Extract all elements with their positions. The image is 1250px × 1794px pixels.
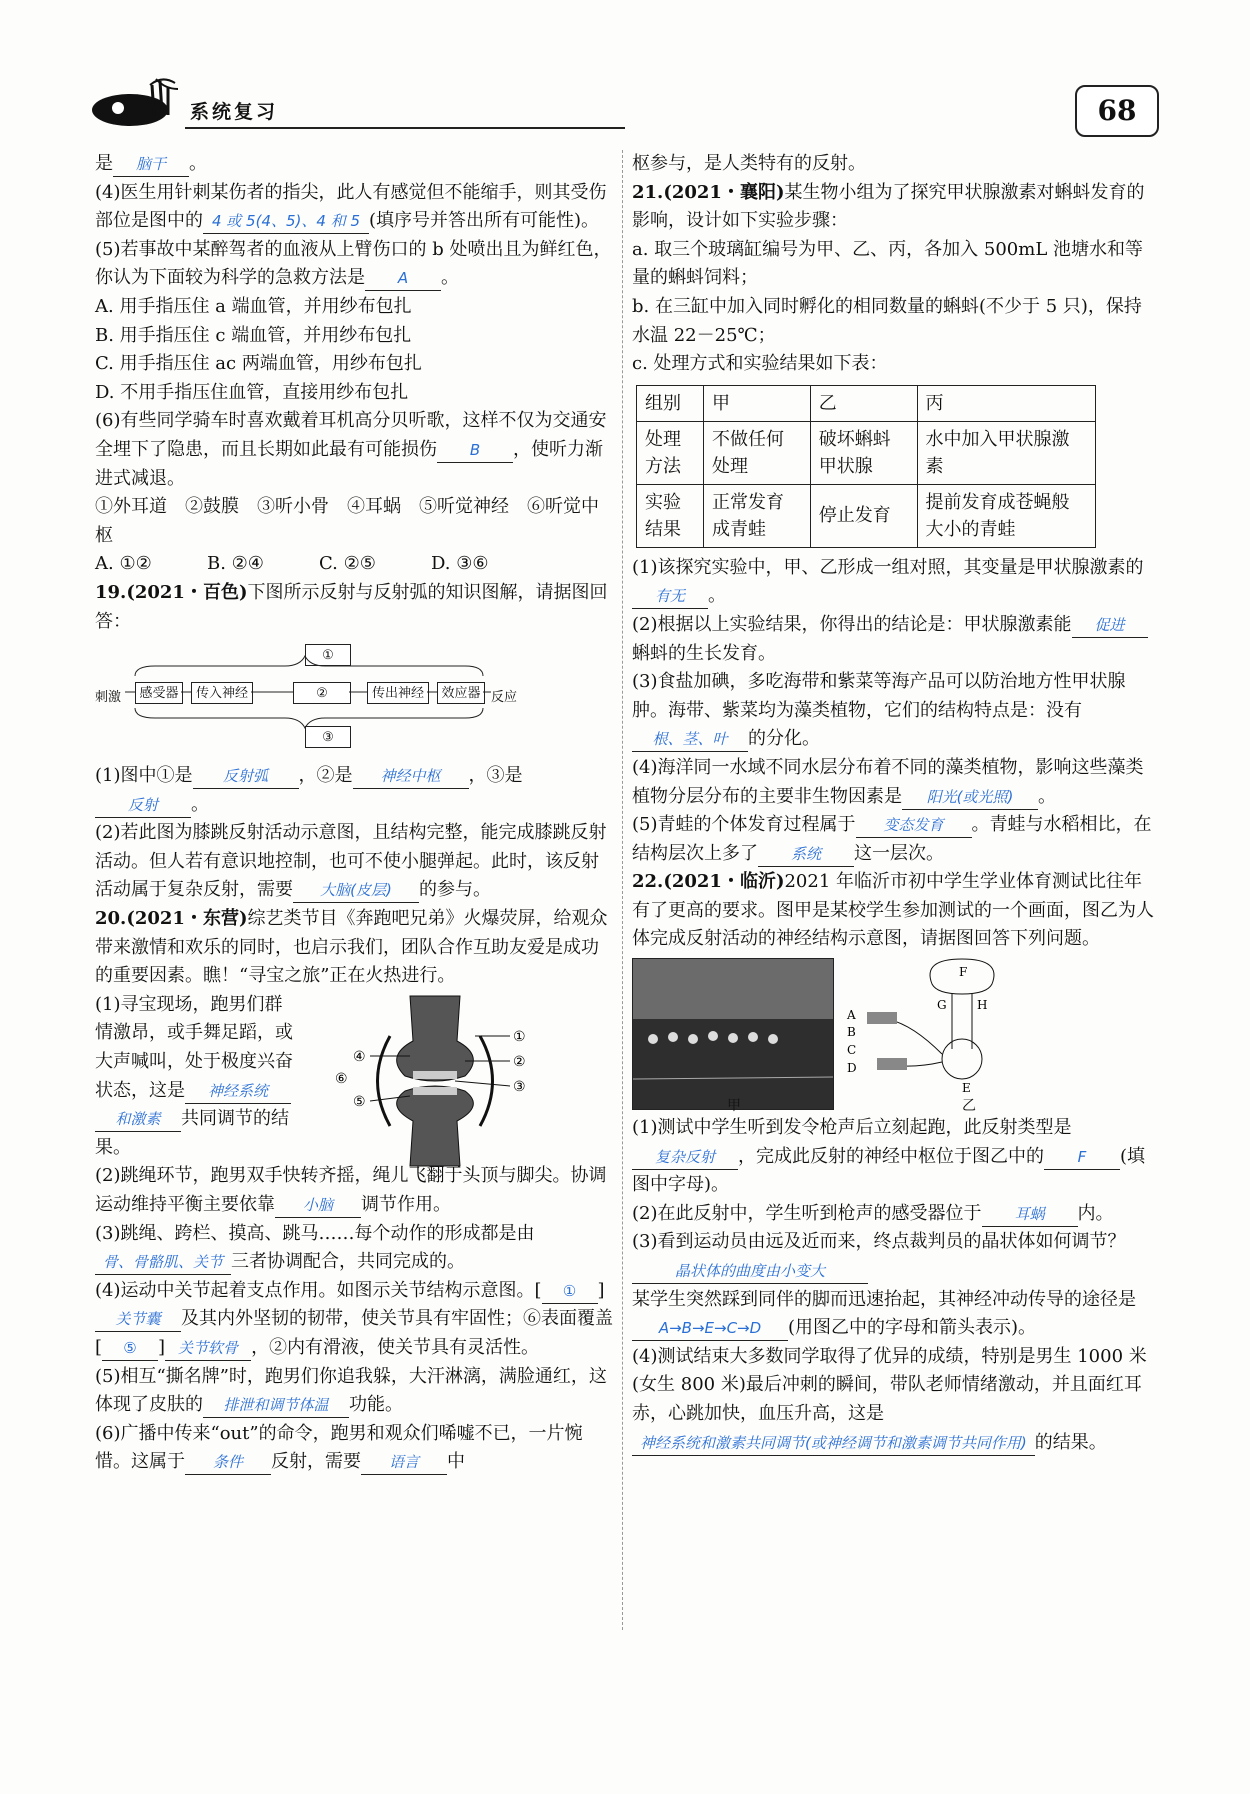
answer-blank: F	[1044, 1145, 1120, 1170]
option: C. ②⑤	[319, 553, 376, 575]
table-cell: 实验结果	[637, 484, 704, 547]
answer-blank: 神经系统	[185, 1079, 291, 1104]
right-column	[632, 150, 1157, 1457]
question-text: 2021 年临沂市初中学生学业体育测试比往年有了更高的要求。图甲是某校学生参加测试的一个画面，图乙为人体完成反射活动的神经结构示意图，请据图回答下列问题。	[632, 871, 1154, 950]
question-text: 综艺类节目《奔跑吧兄弟》火爆荧屏，给观众带来激情和欢乐的同时，也启示我们，团队合作互助友爱是成功的重要因素。瞧！“寻宝之旅”正在火热进行。	[95, 908, 608, 987]
page-header	[90, 55, 1150, 155]
text: 三者协调配合，共同完成的。	[231, 1251, 466, 1273]
table-cell: 破坏蝌蚪甲状腺	[810, 421, 917, 484]
answer-blank: 条件	[185, 1450, 271, 1475]
fig-letter: B	[847, 1025, 856, 1040]
text: 内。	[1077, 1202, 1114, 1224]
question-text: (6)广播中传来“out”的命令，跑男和观众们唏嘘不已，一片惋惜。这属于	[95, 1422, 583, 1473]
text: ，③是	[468, 765, 523, 787]
question-text: ，使听力渐进式减退。	[95, 438, 603, 489]
knee-joint-diagram	[335, 991, 535, 1171]
joint-label: ④	[353, 1048, 366, 1065]
question-text: (2)跳绳环节，跑男双手快转齐摇，绳儿飞翻于头顶与脚尖。协调运动维持平衡主要依靠	[95, 1165, 607, 1215]
text: 是	[95, 153, 113, 174]
table-header-cell: 甲	[704, 385, 811, 421]
figure-label-yi: 乙	[962, 1098, 976, 1115]
text: 。青蛙与水稻相比，在结构层次上多了	[632, 814, 1152, 864]
question-source: (2021・百色)	[126, 581, 248, 603]
question-text: (4)测试结束大多数同学取得了优异的成绩，特别是男生 1000 米(女生 800 米)最后冲刺的瞬间，带队老师情绪激动，并且面红耳赤，心跳加快，血压升高，这是	[632, 1345, 1147, 1424]
diagram-box-2: ②	[293, 682, 351, 704]
question-source: (2021・临沂)	[663, 871, 785, 893]
answer-blank: 变态发育	[856, 813, 972, 838]
answer-blank: 语言	[361, 1450, 447, 1475]
item-list: ①外耳道 ②鼓膜 ③听小骨 ④耳蜗 ⑤听觉神经 ⑥听觉中枢	[95, 496, 599, 546]
text: (填图中字母)。	[632, 1145, 1146, 1196]
diagram-label: 刺激	[95, 690, 122, 706]
text: 。	[441, 267, 459, 289]
table-header-cell: 乙	[810, 385, 917, 421]
fig-letter: G	[937, 998, 947, 1013]
option: C. 用手指压住 ac 两端血管，用纱布包扎	[95, 353, 422, 375]
question-text: (1)该探究实验中，甲、乙形成一组对照，其变量是甲状腺激素的	[632, 556, 1144, 578]
fig-letter: D	[847, 1061, 857, 1076]
table-cell: 处理方法	[637, 421, 704, 484]
fig-letter: H	[977, 998, 988, 1013]
question-text: 某学生突然踩到同伴的脚而迅速抬起，其神经冲动传导的途径是	[632, 1288, 1136, 1310]
question-number: 21.	[632, 181, 664, 203]
q20-1-text	[95, 991, 295, 1163]
option: B. 用手指压住 c 端血管，并用纱布包扎	[95, 324, 412, 346]
table-cell: 停止发育	[810, 484, 917, 547]
text: ]	[158, 1336, 166, 1358]
diagram-box: 感受器	[135, 682, 183, 704]
option: D. ③⑥	[431, 553, 489, 575]
text: 。	[1038, 785, 1056, 807]
question-number: 20.	[95, 908, 127, 930]
continued-text: 枢参与，是人类特有的反射。	[632, 153, 866, 174]
question-text: (4)海洋同一水域不同水层分布着不同的藻类植物，影响这些藻类植物分层分布的主要非生物因素是	[632, 756, 1144, 807]
diagram-box-3: ③	[305, 726, 351, 748]
answer-blank: 4 或 5(4、5)、4 和 5	[203, 209, 369, 234]
table-cell: 水中加入甲状腺激素	[917, 421, 1096, 484]
table-row	[637, 421, 1096, 484]
option: D. 不用手指压住血管，直接用纱布包扎	[95, 381, 409, 403]
answer-blank: 根、茎、叶	[632, 727, 748, 752]
diagram-box: 传出神经	[367, 682, 429, 704]
neural-pathway-diagram	[842, 954, 1032, 1104]
table-row	[637, 484, 1096, 547]
table-header-row	[637, 385, 1096, 421]
table-cell: 提前发育成苍蝇般大小的青蛙	[917, 484, 1096, 547]
answer-blank: A	[365, 266, 441, 291]
answer-blank: 有无	[632, 584, 708, 609]
question-text: (3)跳绳、跨栏、摸高、跳马……每个动作的形成都是由	[95, 1222, 535, 1244]
text: 中	[447, 1451, 465, 1473]
table-cell: 正常发育成青蛙	[704, 484, 811, 547]
answer-blank: 反射弧	[193, 764, 299, 789]
joint-label: ①	[513, 1028, 526, 1045]
diagram-brackets	[95, 644, 595, 754]
question-text: (6)有些同学骑车时喜欢戴着耳机高分贝听歌，这样不仅为交通安全埋下了隐患，而且长期如此最有可能损伤	[95, 410, 607, 460]
option: A. 用手指压住 a 端血管，并用纱布包扎	[95, 295, 412, 317]
text: ，完成此反射的神经中枢位于图乙中的	[738, 1145, 1044, 1167]
diagram-box: 传入神经	[191, 682, 253, 704]
question-text: (4)运动中关节起着支点作用。如图示关节结构示意图。[	[95, 1279, 542, 1301]
section-title: 系统复习	[190, 101, 279, 123]
text: ，②内有滑液，使关节具有灵活性。	[251, 1336, 540, 1358]
joint-label: ⑤	[353, 1093, 366, 1110]
answer-blank: 反射	[95, 793, 191, 818]
question-text: (4)医生用针刺某伤者的指尖，此人有感觉但不能缩手，则其受伤部位是图中的	[95, 181, 607, 232]
question-text: (1)寻宝现场，跑男们群情激昂，或手舞足蹈，或大声喊叫，处于极度兴奋状态，这是	[95, 993, 293, 1101]
option: B. ②④	[207, 553, 264, 575]
fig-letter: F	[959, 965, 968, 980]
text: 。	[191, 793, 209, 815]
question-text: (填序号并答出所有可能性)。	[369, 210, 600, 232]
joint-label: ⑥	[335, 1070, 348, 1087]
header-rule	[185, 127, 625, 129]
question-text: (5)相互“撕名牌”时，跑男们你追我躲，大汗淋漓，满脸通红，这体现了皮肤的	[95, 1365, 607, 1416]
question-text: 下图所示反射与反射弧的知识图解，请据图回答：	[95, 581, 608, 632]
answer-blank: 和激素	[95, 1107, 181, 1132]
left-column	[95, 150, 613, 1477]
answer-blank: ①	[542, 1279, 598, 1304]
experiment-table	[636, 385, 1096, 548]
question-text: (3)看到运动员由远及近而来，终点裁判员的晶状体如何调节？	[632, 1231, 1126, 1253]
answer-blank: 大脑(皮层)	[293, 878, 419, 903]
answer-blank: 促进	[1072, 613, 1148, 638]
answer-blank: 关节囊	[95, 1307, 181, 1332]
question-text: (3)食盐加碘，多吃海带和紫菜等海产品可以防治地方性甲状腺肿。海带、紫菜均为藻类植物，它们的结构特点是：没有	[632, 671, 1126, 721]
ink-brush-logo-icon	[90, 75, 185, 130]
question-number: 19.	[95, 581, 127, 603]
text: (用图乙中的字母和箭头表示)。	[788, 1317, 1037, 1339]
answer-blank: B	[437, 438, 513, 463]
text: (1)图中①是	[95, 765, 193, 787]
answer-blank: 复杂反射	[632, 1145, 738, 1170]
fig-letter: C	[847, 1043, 857, 1058]
answer-blank: 排泄和调节体温	[203, 1393, 349, 1418]
answer-blank: A→B→E→C→D	[632, 1316, 788, 1341]
reflex-arc-diagram	[95, 644, 595, 754]
diagram-box-1: ①	[305, 644, 351, 666]
answer-blank: 脑干	[113, 152, 189, 177]
answer-blank: 阳光(或光照)	[902, 785, 1038, 810]
text: 功能。	[349, 1394, 403, 1416]
step-text: a. 取三个玻璃缸编号为甲、乙、丙，各加入 500mL 池塘水和等量的蝌蚪饲料；	[632, 238, 1143, 289]
diagram-box: 效应器	[437, 682, 485, 704]
table-cell: 不做任何处理	[704, 421, 811, 484]
answer-blank: 小脑	[275, 1193, 361, 1218]
text: 及其内外坚韧的韧带，使关节具有牢固性；⑥表面覆盖[	[95, 1308, 613, 1358]
figure-label-jia: 甲	[727, 1098, 741, 1115]
text: 。	[708, 585, 726, 607]
joint-label: ③	[513, 1078, 526, 1095]
question-text: (2)在此反射中，学生听到枪声的感受器位于	[632, 1202, 982, 1224]
text: 反射，需要	[271, 1451, 361, 1473]
question-text: (5)若事故中某醉驾者的血液从上臂伤口的 b 处喷出且为鲜红色，你认为下面较为科学的急救方法是	[95, 238, 612, 289]
answer-blank: 耳蜗	[982, 1202, 1078, 1227]
question-text: (2)根据以上实验结果，你得出的结论是：甲状腺激素能	[632, 613, 1072, 635]
question-text: 某生物小组为了探究甲状腺激素对蝌蚪发育的影响，设计如下实验步骤：	[632, 181, 1145, 232]
question-text: (2)若此图为膝跳反射活动示意图，且结构完整，能完成膝跳反射活动。但人若有意识地控制，也可不使小腿弹起。此时，该反射活动属于复杂反射，需要	[95, 822, 607, 901]
question-source: (2021・东营)	[126, 908, 248, 930]
table-header-cell: 丙	[917, 385, 1096, 421]
question-text: (1)测试中学生听到发令枪声后立刻起跑，此反射类型是	[632, 1117, 1072, 1139]
text: 共同调节的结果。	[95, 1108, 289, 1158]
text: 这一层次。	[854, 842, 944, 864]
step-text: c. 处理方式和实验结果如下表：	[632, 353, 888, 375]
answer-blank: 关节软骨	[165, 1336, 251, 1361]
text: 调节作用。	[361, 1194, 451, 1215]
answer-blank: 晶状体的曲度由小变大	[632, 1259, 868, 1284]
answer-blank: ⑤	[102, 1336, 158, 1361]
text: 的结果。	[1034, 1431, 1107, 1453]
step-text: b. 在三缸中加入同时孵化的相同数量的蝌蚪(不少于 5 只)，保持水温 22－25℃；	[632, 295, 1142, 346]
answer-blank: 系统	[758, 842, 854, 867]
table-header-cell: 组别	[637, 385, 704, 421]
question-source: (2021・襄阳)	[663, 181, 785, 203]
option: A. ①②	[95, 553, 152, 575]
answer-blank: 神经中枢	[353, 764, 469, 789]
track-photo	[632, 958, 834, 1110]
q22-figures	[632, 954, 1157, 1114]
text: 。	[189, 153, 207, 174]
q20-block	[95, 991, 613, 1163]
text: 的分化。	[748, 728, 820, 750]
answer-blank: 骨、骨骼肌、关节	[95, 1250, 231, 1275]
joint-label: ②	[513, 1053, 526, 1070]
question-number: 22.	[632, 871, 664, 893]
diagram-label: 反应	[491, 690, 518, 706]
fig-letter: A	[847, 1008, 856, 1023]
fig-letter: E	[962, 1081, 971, 1096]
page-number: 68	[1075, 85, 1159, 137]
text: 的参与。	[419, 879, 491, 901]
text: 蝌蚪的生长发育。	[632, 642, 776, 664]
text: ，②是	[298, 765, 353, 787]
answer-blank: 神经系统和激素共同调节(或神经调节和激素调节共同作用)	[632, 1431, 1035, 1456]
text: ]	[597, 1279, 605, 1301]
question-text: (5)青蛙的个体发育过程属于	[632, 814, 856, 836]
column-divider	[622, 150, 623, 1630]
